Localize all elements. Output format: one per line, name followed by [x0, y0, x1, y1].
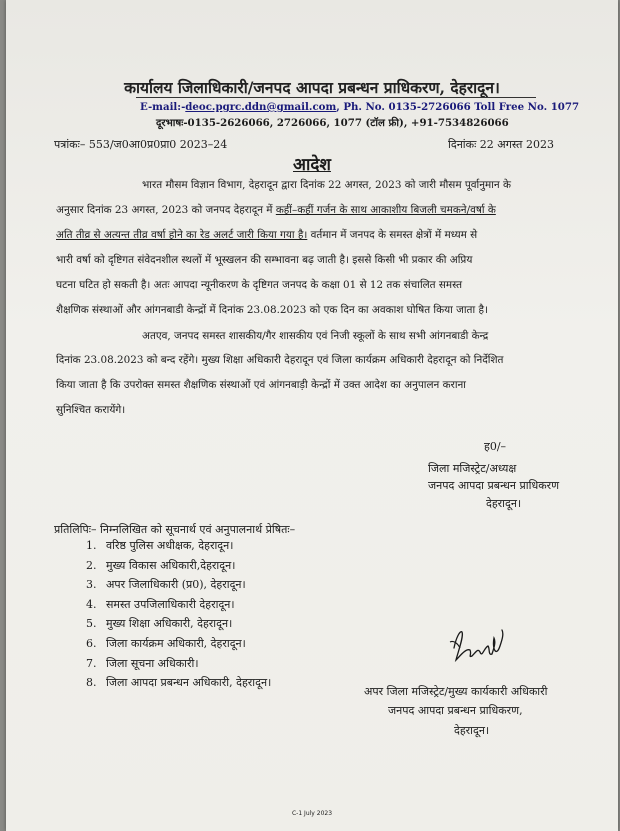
body-line: सुनिश्चित करायेंगे।: [56, 404, 126, 416]
office-heading: कार्यालय जिलाधिकारी/जनपद आपदा प्रबन्धन प्राधिकरण, देहरादून।: [124, 78, 500, 97]
page-footer: C-1 July 2023: [291, 810, 333, 817]
copy-to-list: [86, 538, 271, 695]
item-number: 6.: [86, 636, 97, 650]
item-number: 3.: [86, 578, 97, 592]
signatory-authority: जनपद आपदा प्रबन्धन प्राधिकरण: [428, 479, 560, 492]
highlighted-alert-text: अति तीव्र से अत्यन्त तीव्र वर्षा होने का रेड अलर्ट जारी किया गया है।: [56, 229, 308, 241]
signatory-place: देहरादून।: [486, 497, 522, 510]
signatory-designation: जिला मजिस्ट्रेट/अध्यक्ष: [428, 462, 517, 475]
item-number: 1.: [86, 539, 97, 552]
document-page: [6, 0, 618, 831]
item-text: मुख्य विकास अधिकारी,देहरादून।: [106, 558, 236, 572]
list-item: [86, 558, 271, 578]
issuer-authority: जनपद आपदा प्रबन्धन प्राधिकरण,: [388, 704, 523, 717]
body-text: वर्तमान में जनपद के समस्त क्षेत्रों में मध्यम से: [307, 229, 478, 241]
heading-rule: [136, 97, 536, 98]
highlighted-alert-text: कहीं–कहीं गर्जन के साथ आकाशीय बिजली चमकने/वर्षा के: [275, 204, 496, 216]
item-number: 5.: [86, 617, 97, 631]
list-item: [86, 636, 271, 656]
email-address: deoc.pgrc.ddn@gmail.com: [185, 101, 337, 113]
list-item: [86, 675, 271, 695]
handwritten-signature: [446, 618, 516, 678]
body-text: अनुसार दिनांक 23 अगस्त, 2023 को जनपद देहरादून में: [56, 204, 276, 216]
list-item: [86, 538, 271, 558]
issuer-place: देहरादून।: [454, 724, 490, 737]
body-line: [56, 203, 496, 217]
item-text: जिला आपदा प्रबन्धन अधिकारी, देहरादून।: [106, 676, 272, 690]
body-line: भारत मौसम विज्ञान विभाग, देहरादून द्वारा दिनांक 22 अगस्त, 2023 को जारी मौसम पूर्वानुमान के: [142, 179, 511, 191]
issuer-designation: अपर जिला मजिस्ट्रेट/मुख्य कार्यकारी अधिकारी: [364, 685, 548, 698]
contact-phone-line: दूरभाषः-0135-2626066, 2726066, 1077 (टॉल फ्री), +91-7534826066: [156, 117, 509, 129]
reference-number: पत्रांकः– 553/ज0आ0प्र0प्रा0 2023–24: [54, 138, 228, 151]
contact-email-line: [140, 101, 579, 113]
item-text: समस्त उपजिलाधिकारी देहरादून।: [106, 597, 235, 611]
body-line: दिनांक 23.08.2023 को बन्द रहेंगे। मुख्य शिक्षा अधिकारी देहरादून एवं जिला कार्यक्रम अधिकारी देहरादून को निर्देशित: [56, 354, 504, 366]
body-line: [56, 228, 477, 242]
item-text: अपर जिलाधिकारी (प्र0), देहरादून।: [106, 578, 246, 592]
body-line: भारी वर्षा को दृष्टिगत संवेदनशील स्थलों में भूस्खलन की सम्भावना बढ़ जाती है। इससे किसी भी प्रकार की अप्रिय: [56, 254, 473, 266]
body-line: शैक्षणिक संस्थाओं और आंगनबाडी केन्द्रों में दिनांक 23.08.2023 को एक दिन का अवकाश घोषित किया जाता है।: [56, 304, 488, 316]
list-item: [86, 597, 271, 617]
item-text: जिला सूचना अधिकारी।: [106, 656, 199, 670]
item-number: 8.: [86, 676, 97, 690]
order-title: आदेश: [293, 155, 331, 175]
item-text: जिला कार्यक्रम अधिकारी, देहरादून।: [106, 636, 246, 650]
item-number: 4.: [86, 597, 97, 611]
item-text: वरिष्ठ पुलिस अधीक्षक, देहरादून।: [106, 539, 234, 552]
body-line: अतएव, जनपद समस्त शासकीय/गैर शासकीय एवं निजी स्कूलों के साथ सभी आंगनबाडी केन्द्र: [142, 330, 489, 342]
signature-mark: ह0/–: [484, 440, 507, 453]
body-line: घटना घटित हो सकती है। अतः आपदा न्यूनीकरण के दृष्टिगत जनपद के कक्षा 01 से 12 तक संचालित समस्त: [56, 279, 463, 291]
item-text: मुख्य शिक्षा अधिकारी, देहरादून।: [106, 617, 233, 631]
phone-numbers: , Ph. No. 0135-2726066 Toll Free No. 1077: [336, 101, 580, 113]
list-item: [86, 577, 271, 597]
list-item: [86, 616, 271, 636]
copy-to-heading: प्रतिलिपिः– निम्नलिखित को सूचनार्थ एवं अनुपालनार्थ प्रेषितः–: [54, 523, 296, 536]
email-label: E-mail:-: [140, 101, 186, 113]
body-line: किया जाता है कि उपरोक्त समस्त शैक्षणिक संस्थाओं एवं आंगनबाड़ी केन्द्रों में उक्त आदेश का अनुपालन कराना: [56, 379, 466, 391]
item-number: 2.: [86, 558, 97, 572]
order-date: दिनांकः 22 अगस्त 2023: [448, 138, 554, 151]
item-number: 7.: [86, 656, 97, 670]
list-item: [86, 656, 271, 676]
